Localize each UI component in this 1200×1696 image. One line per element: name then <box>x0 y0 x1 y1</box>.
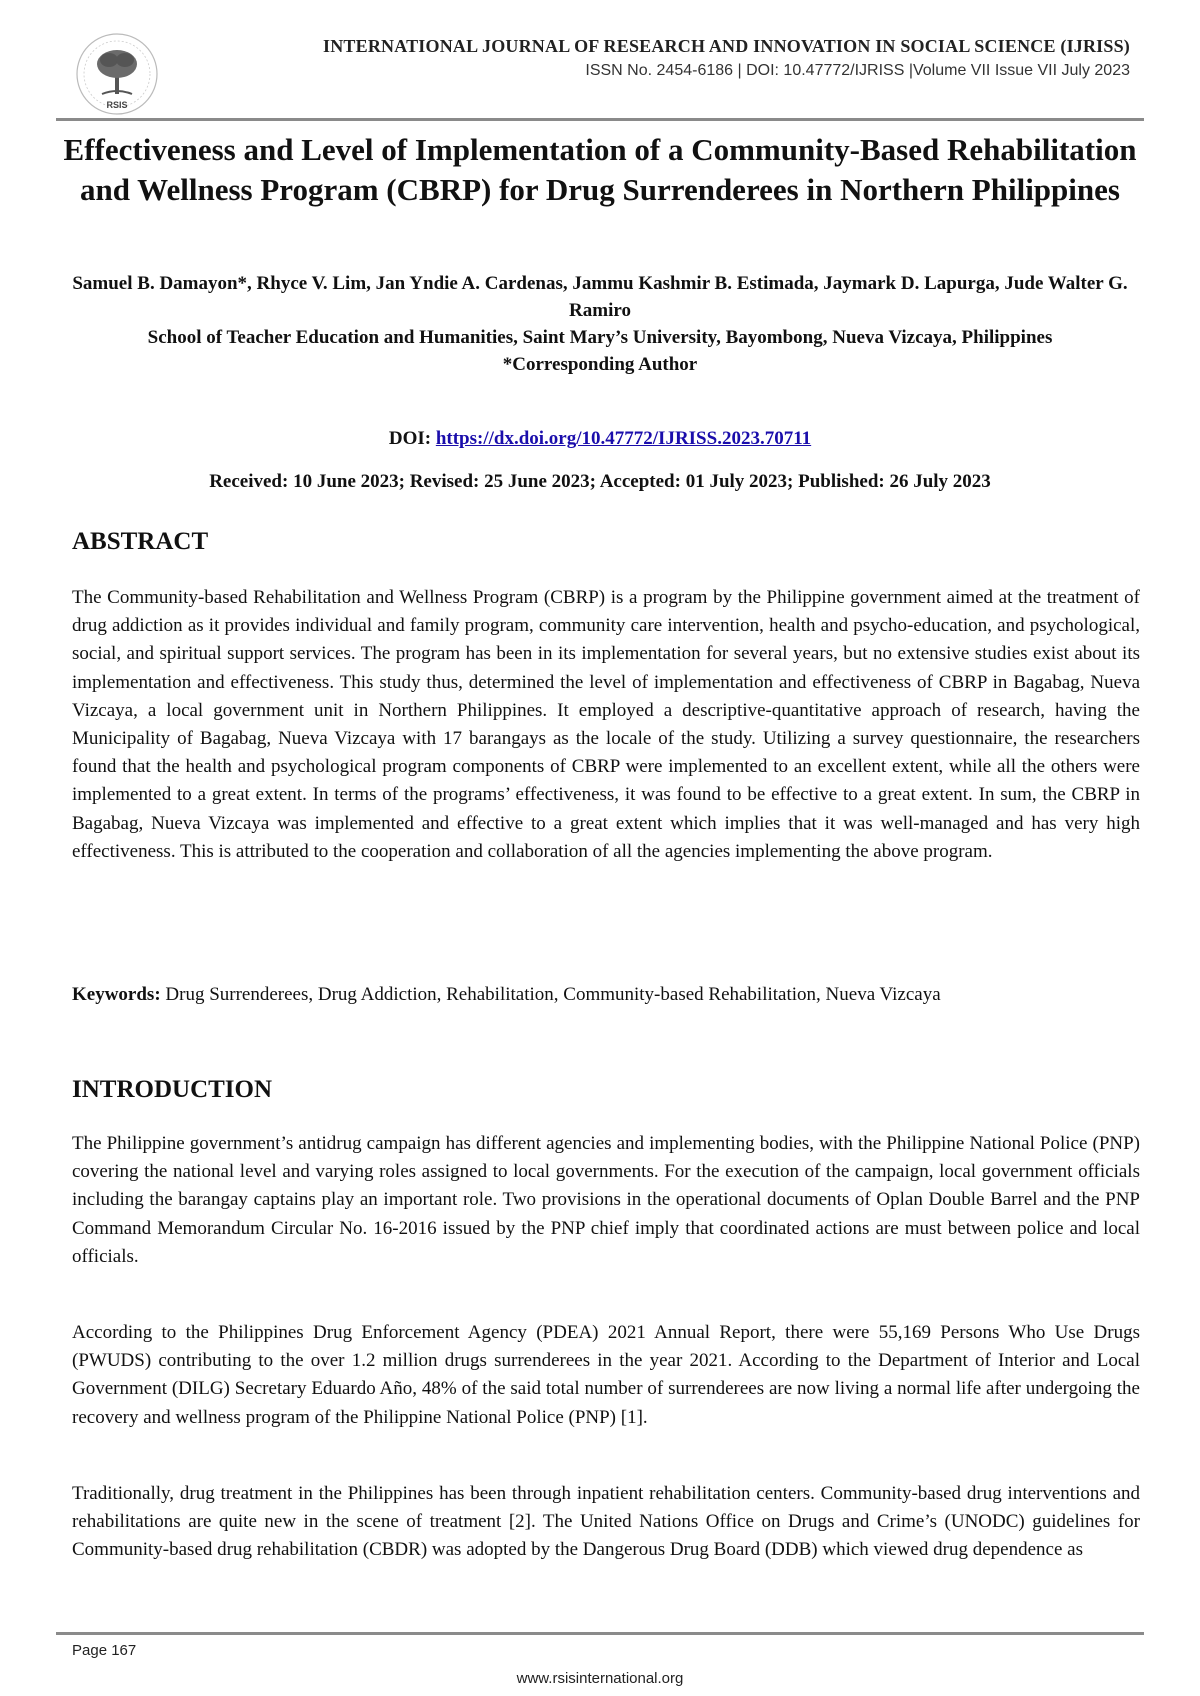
journal-meta: ISSN No. 2454-6186 | DOI: 10.47772/IJRISS |Volume VII Issue VII July 2023 <box>585 62 1130 79</box>
publication-dates: Received: 10 June 2023; Revised: 25 June 2023; Accepted: 01 July 2023; Published: 26 July 2023 <box>209 471 991 492</box>
doi-label: DOI: <box>388 428 436 449</box>
rsis-logo <box>72 30 162 120</box>
author-list: Samuel B. Damayon*, Rhyce V. Lim, Jan Yndie A. Cardenas, Jammu Kashmir B. Estimada, Jaymark D. Lapurga, Jude Walter G. Ramiro <box>72 273 1128 321</box>
author-block <box>60 270 1140 378</box>
affiliation: School of Teacher Education and Humanities, Saint Mary’s University, Bayombong, Nueva Vizcaya, Philippines <box>147 327 1053 348</box>
abstract-heading: ABSTRACT <box>72 528 209 555</box>
footer-website[interactable]: www.rsisinternational.org <box>516 1670 684 1687</box>
introduction-heading: INTRODUCTION <box>72 1076 273 1103</box>
keywords-label: Keywords: <box>72 984 161 1005</box>
doi-line <box>60 428 1140 450</box>
journal-name: INTERNATIONAL JOURNAL OF RESEARCH AND INNOVATION IN SOCIAL SCIENCE (IJRISS) <box>323 36 1130 56</box>
intro-paragraph-2: According to the Philippines Drug Enforcement Agency (PDEA) 2021 Annual Report, there were 55,169 Persons Who Use Drugs (PWUDS) contributing to the over 1.2 million drugs surrenderees in the year 2021. According to the Department of Interior and Local Government (DILG) Secretary Eduardo Año, 48% of the said total number of surrenderees are now living a normal life after undergoing the recovery and wellness program of the Philippine National Police (PNP) [1]. <box>72 1322 1140 1428</box>
abstract-text: The Community-based Rehabilitation and Wellness Program (CBRP) is a program by the Philippine government aimed at the treatment of drug addiction as it provides individual and family program, community care intervention, health and psycho-education, and psychological, social, and spiritual support services. The program has been in its implementation for several years, but no extensive studies exist about its implementation and effectiveness. This study thus, determined the level of implementation and effectiveness of CBRP in Bagabag, Nueva Vizcaya, a local government unit in Northern Philippines. It employed a descriptive-quantitative approach of research, having the Municipality of Bagabag, Nueva Vizcaya with 17 barangays as the locale of the study. Utilizing a survey questionnaire, the researchers found that the health and psychological program components of CBRP were implemented to an excellent extent, while all the others were implemented to a great extent. In terms of the programs’ effectiveness, it was found to be effective to a great extent. In sum, the CBRP in Bagabag, Nueva Vizcaya was implemented and effective to a great extent which implies that it was well-managed and has very high effectiveness. This is attributed to the cooperation and collaboration of all the agencies implementing the above program. <box>72 587 1140 862</box>
corresponding-author: *Corresponding Author <box>502 354 698 375</box>
page-header <box>72 26 1140 114</box>
keywords <box>72 981 1140 1009</box>
intro-paragraph-1: The Philippine government’s antidrug campaign has different agencies and implementing bodies, with the Philippine National Police (PNP) covering the national level and varying roles assigned to local governments. For the execution of the campaign, local government officials including the barangay captains play an important role. Two provisions in the operational documents of Oplan Double Barrel and the PNP Command Memorandum Circular No. 16-2016 issued by the PNP chief imply that coordinated actions are must between police and local officials. <box>72 1133 1140 1267</box>
paper-title: Effectiveness and Level of Implementation of a Community-Based Rehabilitation and Wellness Program (CBRP) for Drug Surrenderees in Northern Philippines <box>63 132 1137 207</box>
keywords-list: Drug Surrenderees, Drug Addiction, Rehabilitation, Community-based Rehabilitation, Nueva Vizcaya <box>160 984 941 1005</box>
header-divider <box>56 118 1144 121</box>
doi-link[interactable]: https://dx.doi.org/10.47772/IJRISS.2023.70711 <box>435 428 812 449</box>
footer-divider <box>56 1632 1144 1635</box>
intro-paragraph-3: Traditionally, drug treatment in the Philippines has been through inpatient rehabilitation centers. Community-based drug interventions and rehabilitations are quite new in the scene of treatment [2]. The United Nations Office on Drugs and Crime’s (UNODC) guidelines for Community-based drug rehabilitation (CBDR) was adopted by the Dangerous Drug Board (DDB) which viewed drug dependence as <box>72 1483 1140 1561</box>
page-number: Page 167 <box>72 1642 137 1659</box>
logo-text: RSIS <box>106 100 128 110</box>
